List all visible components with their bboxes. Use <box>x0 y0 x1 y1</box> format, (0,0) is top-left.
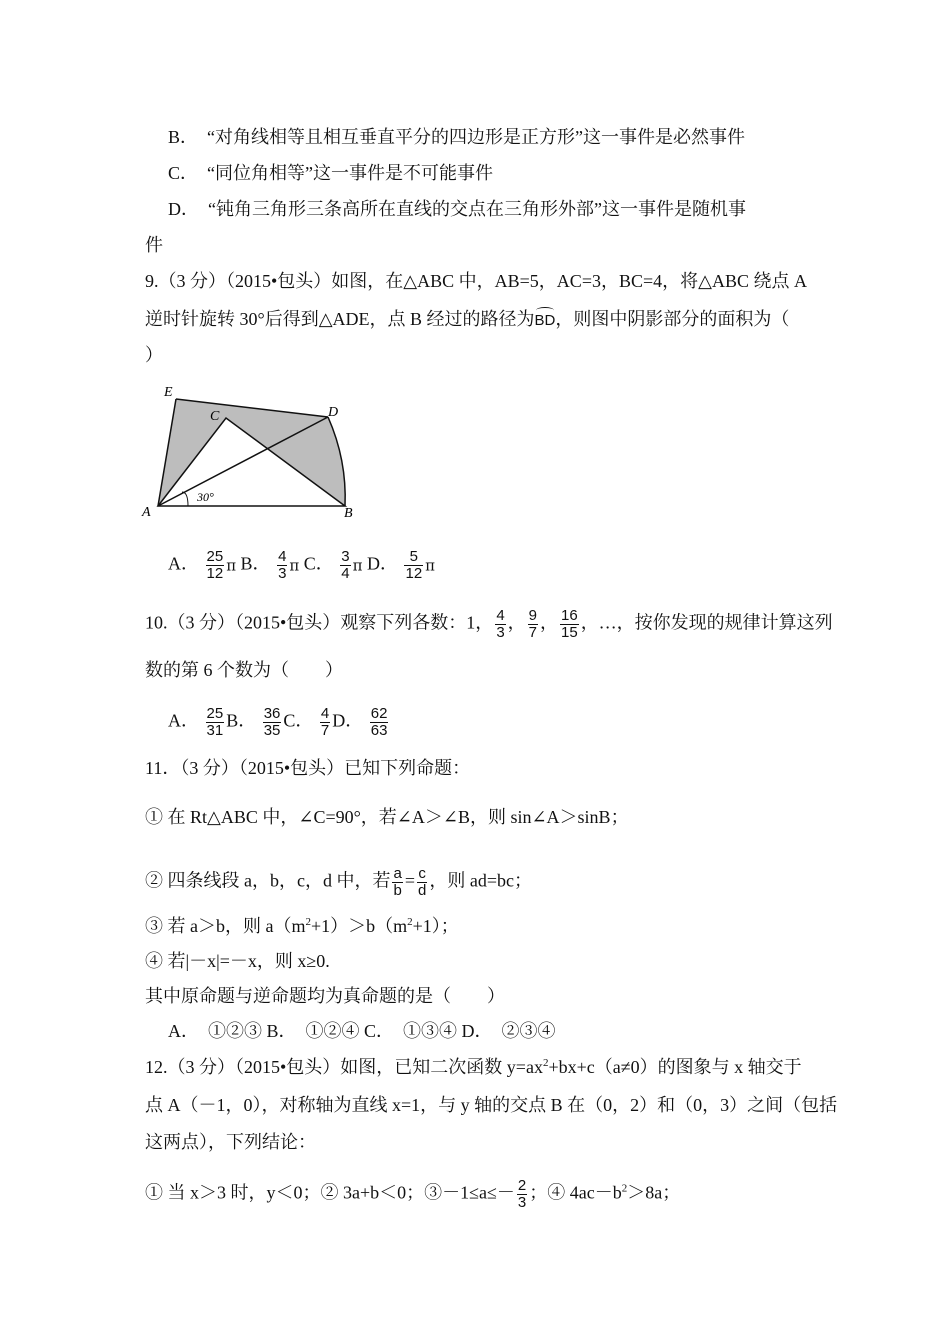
num: 4 <box>278 548 287 565</box>
den: d <box>417 882 427 899</box>
q9-line3: ） <box>145 345 163 365</box>
num: c <box>418 865 426 882</box>
label-c: C <box>210 409 220 424</box>
q9-option-d-frac <box>404 549 423 582</box>
q10-frac3 <box>560 608 579 641</box>
num: 16 <box>561 607 578 624</box>
q9-option-d-label: D． <box>366 553 398 574</box>
den: 12 <box>206 565 224 582</box>
q9-option-b-frac <box>277 549 287 582</box>
label-d: D <box>328 405 339 420</box>
q10-option-b-label: B． <box>226 710 257 731</box>
arc-bd: BD <box>535 310 556 332</box>
q10-frac2 <box>528 608 538 641</box>
q11-prop3-a: ③ 若 a＞b，则 a（m <box>145 916 306 936</box>
q11-prop3 <box>145 915 459 937</box>
q10-line1-pre: 10.（3 分）（2015•包头）观察下列各数：1， <box>145 612 494 633</box>
q8-option-d: D． “钝角三角形三条高所在直线的交点在三角形外部”这一事件是随机事 <box>168 199 746 219</box>
label-angle: 30° <box>197 490 214 504</box>
den: 7 <box>320 722 330 739</box>
q10-line2: 数的第 6 个数为（ ） <box>145 660 343 680</box>
den: 12 <box>405 565 423 582</box>
q9-line2-pre: 逆时针旋转 30°后得到△ADE，点 B 经过的路径为 <box>145 309 535 329</box>
q11-options: A． ①②③ B． ①②④ C． ①③④ D． ②③④ <box>168 1021 556 1041</box>
q9-line2-post: ，则图中阴影部分的面积为（ <box>555 309 790 329</box>
frac-a-b <box>392 866 402 899</box>
q10-option-c-label: C． <box>283 710 314 731</box>
q10-option-c-frac <box>320 706 330 739</box>
q9-line1: 9.（3 分）（2015•包头）如图，在△ABC 中，AB=5，AC=3，BC=4，将△ABC 绕点 A <box>145 271 807 291</box>
pi: π <box>425 556 436 575</box>
q11-question: 其中原命题与逆命题均为真命题的是（ ） <box>145 986 505 1006</box>
den: 15 <box>561 624 578 641</box>
sup: 2 <box>407 916 413 928</box>
q10-option-b-frac <box>263 706 282 739</box>
q10-frac1 <box>495 608 505 641</box>
frac-c-d <box>417 866 427 899</box>
q9-options <box>168 549 435 582</box>
frac-2-3 <box>517 1178 527 1211</box>
num: a <box>393 865 402 882</box>
den: 31 <box>206 722 224 739</box>
num: 4 <box>496 607 505 624</box>
den: 7 <box>528 624 537 641</box>
q10-line1: 10.（3 分）（2015•包头）观察下列各数：1， $\frac{4}{3}$ ， $\frac{9}{7}$ ， $\frac{16}{15}$ ，…，按你发现的规律计算这列 <box>145 607 833 641</box>
q11-prop3-c: +1）； <box>412 916 459 936</box>
q12-line4-mid: ；④ 4ac－b <box>529 1182 622 1203</box>
q8-option-b: B． “对角线相等且相互垂直平分的四边形是正方形”这一事件是必然事件 <box>168 127 745 147</box>
num: 2 <box>517 1177 527 1194</box>
q12-line1-a: 12.（3 分）（2015•包头）如图，已知二次函数 y=ax <box>145 1057 543 1077</box>
q12-line2: 点 A（－1，0），对称轴为直线 x=1，与 y 轴的交点 B 在（0，2）和（0，3）之间（包括 <box>145 1095 838 1115</box>
den: 3 <box>517 1194 527 1211</box>
pi: π <box>226 556 237 575</box>
q11-prop2-post: ，则 ad=bc； <box>429 870 532 891</box>
num: 9 <box>528 607 537 624</box>
label-e: E <box>164 385 173 400</box>
den: 3 <box>278 565 287 582</box>
den: 35 <box>263 722 281 739</box>
q9-option-a-label: A． <box>168 553 199 574</box>
num: 5 <box>404 549 423 566</box>
den: 63 <box>370 722 388 739</box>
q9-line2 <box>145 308 789 332</box>
q10-options <box>168 706 390 739</box>
num: 25 <box>206 548 224 565</box>
q8-option-d-cont: 件 <box>145 235 163 255</box>
equals: = <box>404 870 415 891</box>
q9-option-b-label: B． <box>240 553 271 574</box>
label-a: A <box>142 505 151 520</box>
q9-figure <box>140 380 360 525</box>
q9-option-c-frac <box>340 549 350 582</box>
q11-prop4: ④ 若|－x|=－x，则 x≥0. <box>145 951 330 971</box>
q11-prop1: ① 在 Rt△ABC 中，∠C=90°，若∠A＞∠B，则 sin∠A＞sinB； <box>145 807 629 827</box>
q11-prop3-b: +1）＞b（m <box>310 916 408 936</box>
q9-option-a-frac <box>206 549 225 582</box>
q9-option-c-label: C． <box>303 553 334 574</box>
q10-option-d-frac <box>370 706 389 739</box>
num: 36 <box>263 705 281 722</box>
q10-option-a-frac <box>206 706 225 739</box>
q12-line1 <box>145 1056 802 1078</box>
q10-option-d-label: D． <box>332 710 364 731</box>
q12-line3: 这两点），下列结论： <box>145 1132 316 1152</box>
q12-line4-post: ＞8a； <box>627 1182 681 1203</box>
pi: π <box>352 556 363 575</box>
q10-line1-post: ，…，按你发现的规律计算这列 <box>580 612 833 633</box>
q11-prop2-pre: ② 四条线段 a，b，c，d 中，若 <box>145 870 391 891</box>
label-b: B <box>344 506 353 521</box>
q11-line1: 11．（3 分）（2015•包头）已知下列命题： <box>145 758 471 778</box>
q10-option-a-label: A． <box>168 710 199 731</box>
num: 62 <box>370 705 388 722</box>
pi: π <box>289 556 300 575</box>
den: 4 <box>341 565 350 582</box>
q8-option-c: C． “同位角相等”这一事件是不可能事件 <box>168 163 493 183</box>
num: 4 <box>320 705 330 722</box>
q12-line4 <box>145 1178 680 1211</box>
q12-line1-b: +bx+c（a≠0）的图象与 x 轴交于 <box>548 1057 802 1077</box>
q12-line4-pre: ① 当 x＞3 时，y＜0；② 3a+b＜0；③－1≤a≤－ <box>145 1182 515 1203</box>
sup: 2 <box>305 916 311 928</box>
num: 25 <box>206 705 224 722</box>
den: 3 <box>496 624 505 641</box>
sup: 2 <box>542 1057 549 1069</box>
sup: 2 <box>621 1182 628 1195</box>
den: b <box>393 882 402 899</box>
num: 3 <box>341 548 350 565</box>
q11-prop2 <box>145 866 532 899</box>
